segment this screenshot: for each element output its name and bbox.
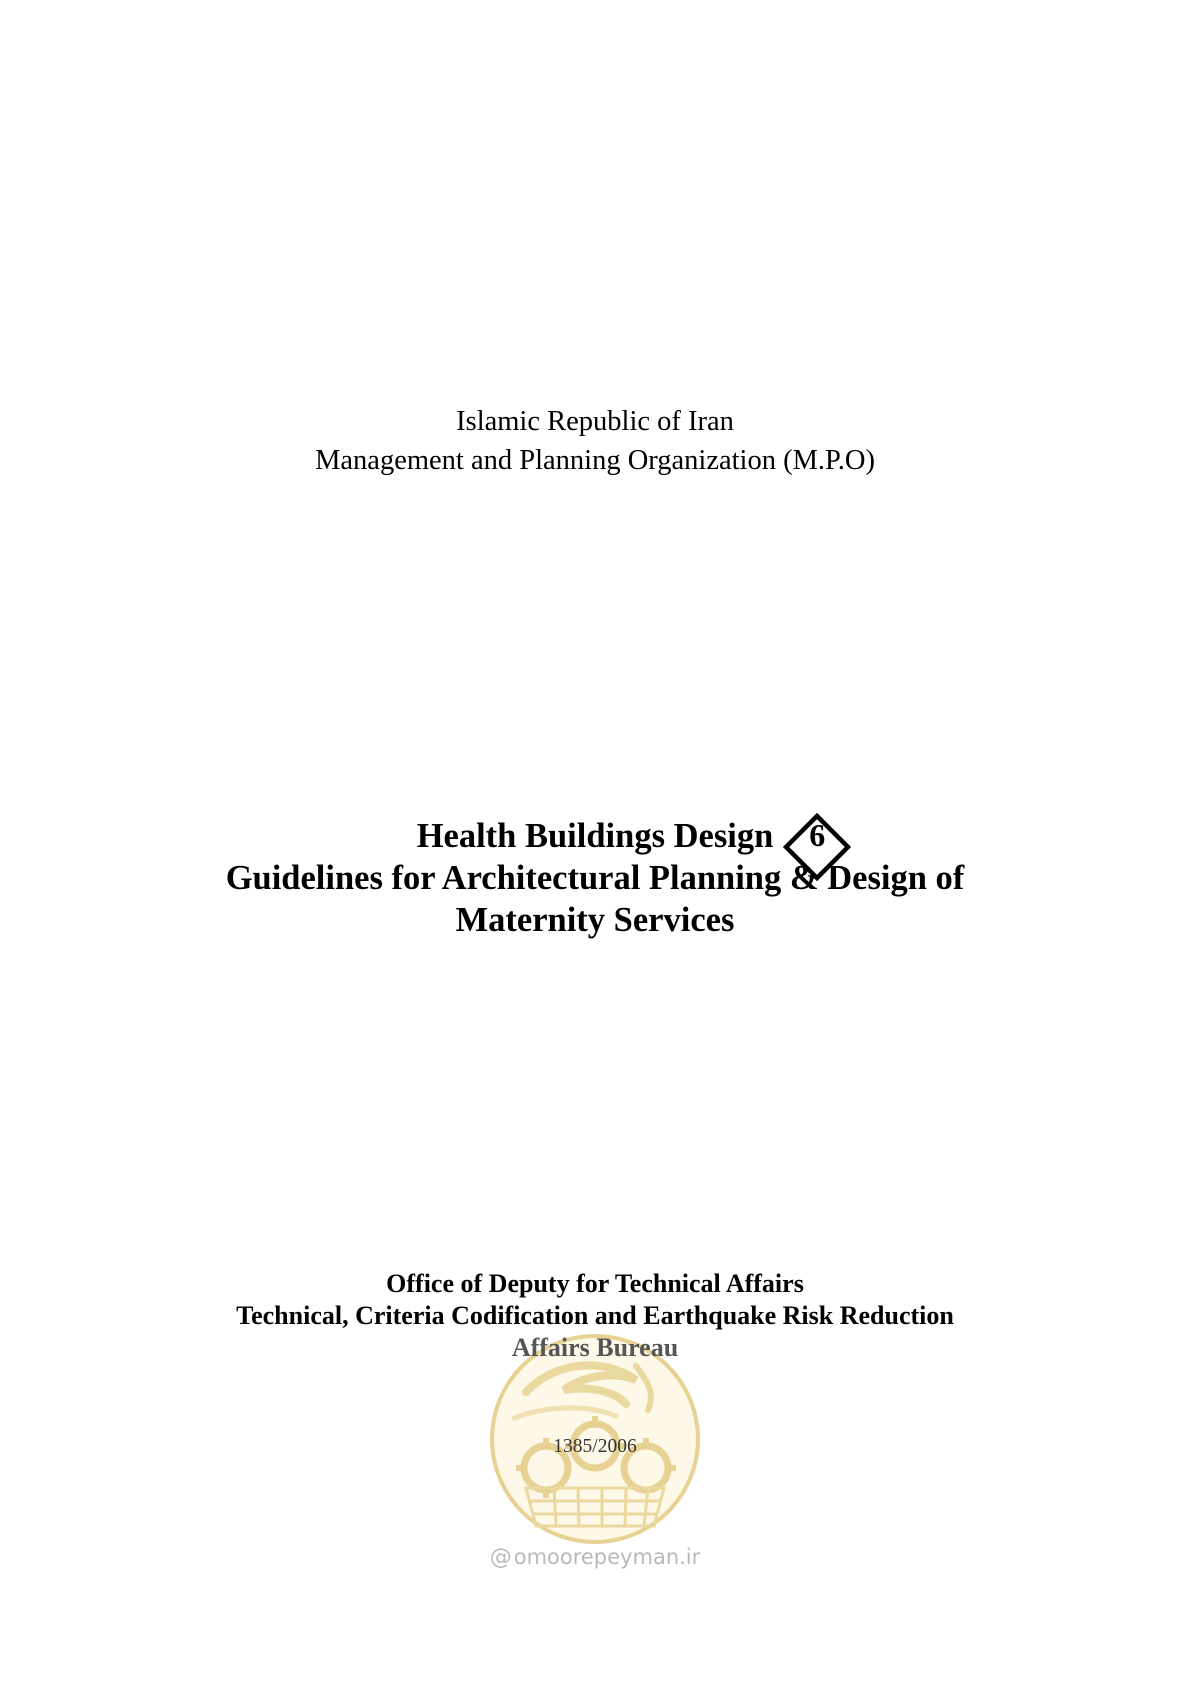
volume-badge bbox=[783, 813, 851, 881]
watermark-site-credit bbox=[0, 1544, 1190, 1571]
country-name: Islamic Republic of Iran bbox=[456, 406, 734, 437]
issuing-organization bbox=[0, 402, 1190, 480]
volume-number: 6 bbox=[809, 817, 826, 853]
office-attribution bbox=[0, 1268, 1190, 1364]
publication-date: 1385/2006 bbox=[553, 1436, 637, 1457]
office-line-1: Office of Deputy for Technical Affairs bbox=[386, 1269, 804, 1298]
document-title bbox=[0, 815, 1190, 941]
watermark-site-text: omoorepeyman.ir bbox=[513, 1545, 701, 1569]
at-sign-icon: @ bbox=[489, 1545, 512, 1570]
office-line-2: Technical, Criteria Codification and Earthquake Risk Reduction bbox=[236, 1301, 954, 1330]
office-line-3: Affairs Bureau bbox=[511, 1333, 679, 1362]
title-line-3: Maternity Services bbox=[455, 901, 735, 939]
organization-name: Management and Planning Organization (M.P.O) bbox=[315, 445, 875, 476]
title-line-1: Health Buildings Design bbox=[416, 817, 774, 855]
title-line-2: Guidelines for Architectural Planning & Design of bbox=[225, 859, 965, 897]
title-line-1-wrap bbox=[416, 815, 826, 857]
